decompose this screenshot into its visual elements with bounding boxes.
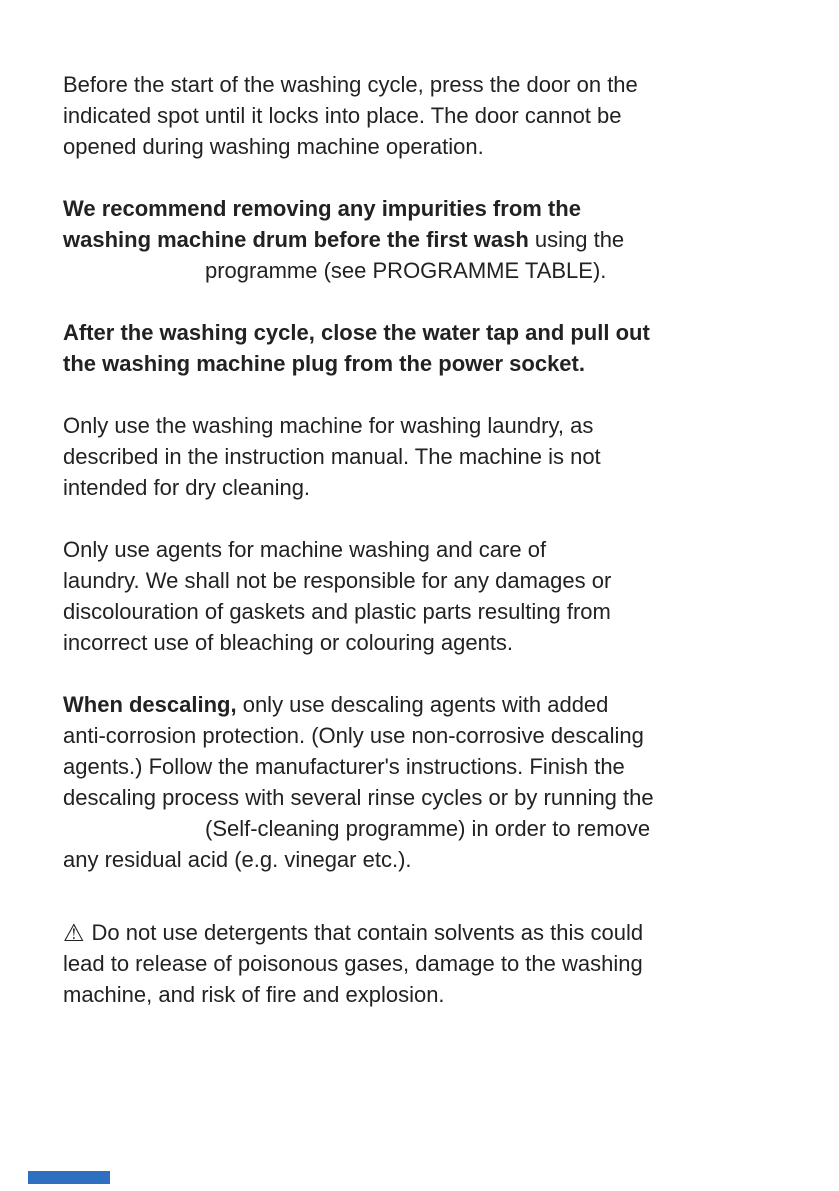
text-line bbox=[63, 441, 775, 472]
text-line bbox=[63, 317, 775, 348]
text-line bbox=[63, 720, 775, 751]
text-segment: Only use agents for machine washing and care of bbox=[63, 537, 547, 562]
text-segment: anti-corrosion protection. (Only use non-corrosive descaling bbox=[63, 723, 644, 748]
text-line bbox=[63, 348, 775, 379]
missing-programme-symbol-gap bbox=[63, 835, 205, 836]
text-line bbox=[63, 813, 775, 844]
solvent-warning-paragraph bbox=[63, 917, 775, 1010]
text-line bbox=[63, 917, 775, 948]
text-line bbox=[63, 627, 775, 658]
text-segment: When descaling, bbox=[63, 692, 237, 717]
text-segment: using the bbox=[528, 227, 625, 252]
scan-artifact bbox=[28, 1171, 110, 1184]
flammable-warning-icon: ⚠ bbox=[63, 920, 85, 947]
text-segment: any residual acid (e.g. vinegar etc.). bbox=[63, 847, 412, 872]
text-line bbox=[63, 844, 775, 875]
text-segment: opened during washing machine operation. bbox=[63, 134, 484, 159]
first-wash-recommendation-paragraph bbox=[63, 193, 775, 286]
text-line bbox=[63, 100, 775, 131]
text-line bbox=[63, 193, 775, 224]
text-segment: indicated spot until it locks into place. The door cannot be bbox=[63, 103, 622, 128]
text-line bbox=[63, 255, 775, 286]
text-segment: After the washing cycle, close the water tap and pull out bbox=[63, 320, 650, 345]
text-segment: agents.) Follow the manufacturer's instructions. Finish the bbox=[63, 754, 625, 779]
text-segment: incorrect use of bleaching or colouring agents. bbox=[63, 630, 514, 655]
text-line bbox=[63, 224, 775, 255]
after-cycle-instruction-paragraph bbox=[63, 317, 775, 379]
text-line bbox=[63, 782, 775, 813]
text-line bbox=[63, 69, 775, 100]
text-line bbox=[63, 565, 775, 596]
text-line bbox=[63, 751, 775, 782]
washing-agents-paragraph bbox=[63, 534, 775, 658]
text-line bbox=[63, 596, 775, 627]
missing-programme-symbol-gap bbox=[63, 277, 205, 278]
text-content bbox=[63, 69, 775, 1041]
text-segment: Before the start of the washing cycle, press the door on the bbox=[63, 72, 638, 97]
text-line bbox=[63, 534, 775, 565]
text-line bbox=[63, 689, 775, 720]
text-segment: Do not use detergents that contain solvents as this could bbox=[91, 920, 644, 945]
text-segment: laundry. We shall not be responsible for any damages or bbox=[63, 568, 612, 593]
text-line bbox=[63, 131, 775, 162]
text-segment: described in the instruction manual. The machine is not bbox=[63, 444, 601, 469]
text-segment: only use descaling agents with added bbox=[236, 692, 609, 717]
text-line bbox=[63, 410, 775, 441]
text-segment: Only use the washing machine for washing laundry, as bbox=[63, 413, 594, 438]
descaling-paragraph bbox=[63, 689, 775, 875]
text-segment: descaling process with several rinse cycles or by running the bbox=[63, 785, 654, 810]
text-segment: the washing machine plug from the power socket. bbox=[63, 351, 585, 376]
text-segment: machine, and risk of fire and explosion. bbox=[63, 982, 445, 1007]
text-segment: We recommend removing any impurities from the bbox=[63, 196, 581, 221]
laundry-only-paragraph bbox=[63, 410, 775, 503]
door-lock-paragraph bbox=[63, 69, 775, 162]
text-line bbox=[63, 948, 775, 979]
text-line bbox=[63, 472, 775, 503]
text-segment: lead to release of poisonous gases, damage to the washing bbox=[63, 951, 643, 976]
text-segment: programme (see PROGRAMME TABLE). bbox=[205, 258, 607, 283]
text-segment: discolouration of gaskets and plastic parts resulting from bbox=[63, 599, 611, 624]
text-segment: washing machine drum before the first wash bbox=[63, 227, 529, 252]
text-segment: intended for dry cleaning. bbox=[63, 475, 311, 500]
text-line bbox=[63, 979, 775, 1010]
text-segment: (Self-cleaning programme) in order to remove bbox=[205, 816, 651, 841]
